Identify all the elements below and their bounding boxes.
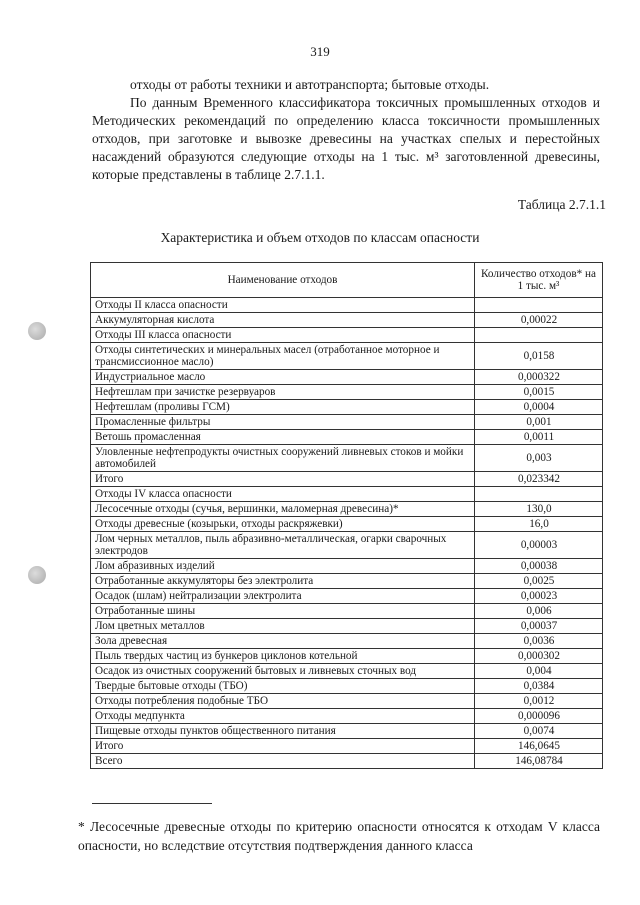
waste-amount-cell: 0,001 <box>475 415 603 430</box>
waste-name-cell: Осадок (шлам) нейтрализации электролита <box>91 589 475 604</box>
waste-amount-cell: 0,0012 <box>475 694 603 709</box>
waste-name-cell: Отработанные аккумуляторы без электролита <box>91 574 475 589</box>
waste-amount-cell: 0,0011 <box>475 430 603 445</box>
waste-amount-cell: 0,000302 <box>475 649 603 664</box>
table-row <box>91 487 603 502</box>
waste-name-cell: Аккумуляторная кислота <box>91 313 475 328</box>
waste-amount-cell: 0,023342 <box>475 472 603 487</box>
binder-hole <box>28 322 46 340</box>
waste-amount-cell: 0,003 <box>475 445 603 472</box>
table-row <box>91 343 603 370</box>
waste-name-cell: Итого <box>91 739 475 754</box>
waste-name-cell: Пищевые отходы пунктов общественного питания <box>91 724 475 739</box>
waste-amount-cell: 0,000322 <box>475 370 603 385</box>
waste-amount-cell: 146,0645 <box>475 739 603 754</box>
waste-name-cell: Промасленные фильтры <box>91 415 475 430</box>
table-row <box>91 385 603 400</box>
waste-amount-cell: 0,0384 <box>475 679 603 694</box>
table-row <box>91 559 603 574</box>
waste-name-cell: Зола древесная <box>91 634 475 649</box>
table-row <box>91 754 603 769</box>
table-row <box>91 694 603 709</box>
table-row <box>91 298 603 313</box>
waste-amount-cell <box>475 328 603 343</box>
table-row <box>91 370 603 385</box>
waste-amount-cell: 0,00022 <box>475 313 603 328</box>
waste-amount-cell: 0,000096 <box>475 709 603 724</box>
waste-name-cell: Итого <box>91 472 475 487</box>
waste-name-cell: Отработанные шины <box>91 604 475 619</box>
waste-name-cell: Уловленные нефтепродукты очистных сооружений ливневых стоков и мойки автомобилей <box>91 445 475 472</box>
waste-name-cell: Осадок из очистных сооружений бытовых и ливневых сточных вод <box>91 664 475 679</box>
header-waste-name: Наименование отходов <box>91 263 475 298</box>
waste-amount-cell: 0,00003 <box>475 532 603 559</box>
binder-hole <box>28 566 46 584</box>
table-row <box>91 634 603 649</box>
waste-amount-cell: 0,004 <box>475 664 603 679</box>
footnote-divider <box>92 803 212 804</box>
waste-name-cell: Лом цветных металлов <box>91 619 475 634</box>
table-number: Таблица 2.7.1.1 <box>517 197 606 212</box>
waste-name-cell: Пыль твердых частиц из бункеров циклонов котельной <box>91 649 475 664</box>
waste-amount-cell: 0,0158 <box>475 343 603 370</box>
waste-amount-cell <box>475 298 603 313</box>
table-row <box>91 619 603 634</box>
table-caption: Характеристика и объем отходов по классам опасности <box>160 230 480 245</box>
waste-name-cell: Отходы синтетических и минеральных масел (отработанное моторное и трансмиссионное масло) <box>91 343 475 370</box>
table-row <box>91 313 603 328</box>
waste-name-cell: Отходы медпункта <box>91 709 475 724</box>
waste-name-cell: Лом черных металлов, пыль абразивно-металлическая, огарки сварочных электродов <box>91 532 475 559</box>
waste-amount-cell: 0,006 <box>475 604 603 619</box>
waste-name-cell: Лом абразивных изделий <box>91 559 475 574</box>
waste-name-cell: Отходы древесные (козырьки, отходы раскряжевки) <box>91 517 475 532</box>
paragraph: По данным Временного классификатора токсичных промышленных отходов и Методических рекомендаций по определению класса токсичности промышленных отходов, при заготовке и вывозке древесины на участках спелых и перестойных насаждений образуются следующие отходы на 1 тыс. м³ заготовленной древесины, которые представлены в таблице 2.7.1.1. <box>92 95 600 182</box>
waste-name-cell: Нефтешлам (проливы ГСМ) <box>91 400 475 415</box>
table-row <box>91 649 603 664</box>
waste-amount-cell: 130,0 <box>475 502 603 517</box>
footnote: * Лесосечные древесные отходы по критерию опасности относятся к отходам V класса опасности, но вследствие отсутствия подтверждения данного класса <box>78 819 600 853</box>
waste-amount-cell: 16,0 <box>475 517 603 532</box>
waste-amount-cell <box>475 487 603 502</box>
table-row <box>91 415 603 430</box>
header-waste-amount: Количество отходов* на 1 тыс. м³ <box>475 263 603 298</box>
waste-name-cell: Отходы III класса опасности <box>91 328 475 343</box>
waste-name-cell: Твердые бытовые отходы (ТБО) <box>91 679 475 694</box>
table-row <box>91 574 603 589</box>
page-number: 319 <box>310 44 330 59</box>
waste-name-cell: Нефтешлам при зачистке резервуаров <box>91 385 475 400</box>
table-row <box>91 739 603 754</box>
waste-name-cell: Индустриальное масло <box>91 370 475 385</box>
table-row <box>91 709 603 724</box>
waste-name-cell: Отходы II класса опасности <box>91 298 475 313</box>
waste-table-container <box>90 262 602 769</box>
waste-name-cell: Отходы IV класса опасности <box>91 487 475 502</box>
table-row <box>91 679 603 694</box>
table-row <box>91 517 603 532</box>
table-row <box>91 328 603 343</box>
waste-name-cell: Лесосечные отходы (сучья, вершинки, маломерная древесина)* <box>91 502 475 517</box>
waste-amount-cell: 0,00023 <box>475 589 603 604</box>
table-header-row <box>91 263 603 298</box>
waste-amount-cell: 0,0004 <box>475 400 603 415</box>
table-row <box>91 502 603 517</box>
table-row <box>91 445 603 472</box>
table-row <box>91 604 603 619</box>
table-row <box>91 472 603 487</box>
table-row <box>91 589 603 604</box>
waste-name-cell: Всего <box>91 754 475 769</box>
waste-amount-cell: 0,00037 <box>475 619 603 634</box>
waste-amount-cell: 0,0015 <box>475 385 603 400</box>
table-row <box>91 664 603 679</box>
waste-amount-cell: 0,0025 <box>475 574 603 589</box>
waste-amount-cell: 0,00038 <box>475 559 603 574</box>
table-row <box>91 724 603 739</box>
waste-name-cell: Отходы потребления подобные ТБО <box>91 694 475 709</box>
table-row <box>91 532 603 559</box>
waste-table <box>90 262 603 769</box>
paragraph: отходы от работы техники и автотранспорта; бытовые отходы. <box>130 77 490 92</box>
table-row <box>91 430 603 445</box>
waste-name-cell: Ветошь промасленная <box>91 430 475 445</box>
waste-amount-cell: 146,08784 <box>475 754 603 769</box>
waste-amount-cell: 0,0074 <box>475 724 603 739</box>
table-row <box>91 400 603 415</box>
waste-amount-cell: 0,0036 <box>475 634 603 649</box>
